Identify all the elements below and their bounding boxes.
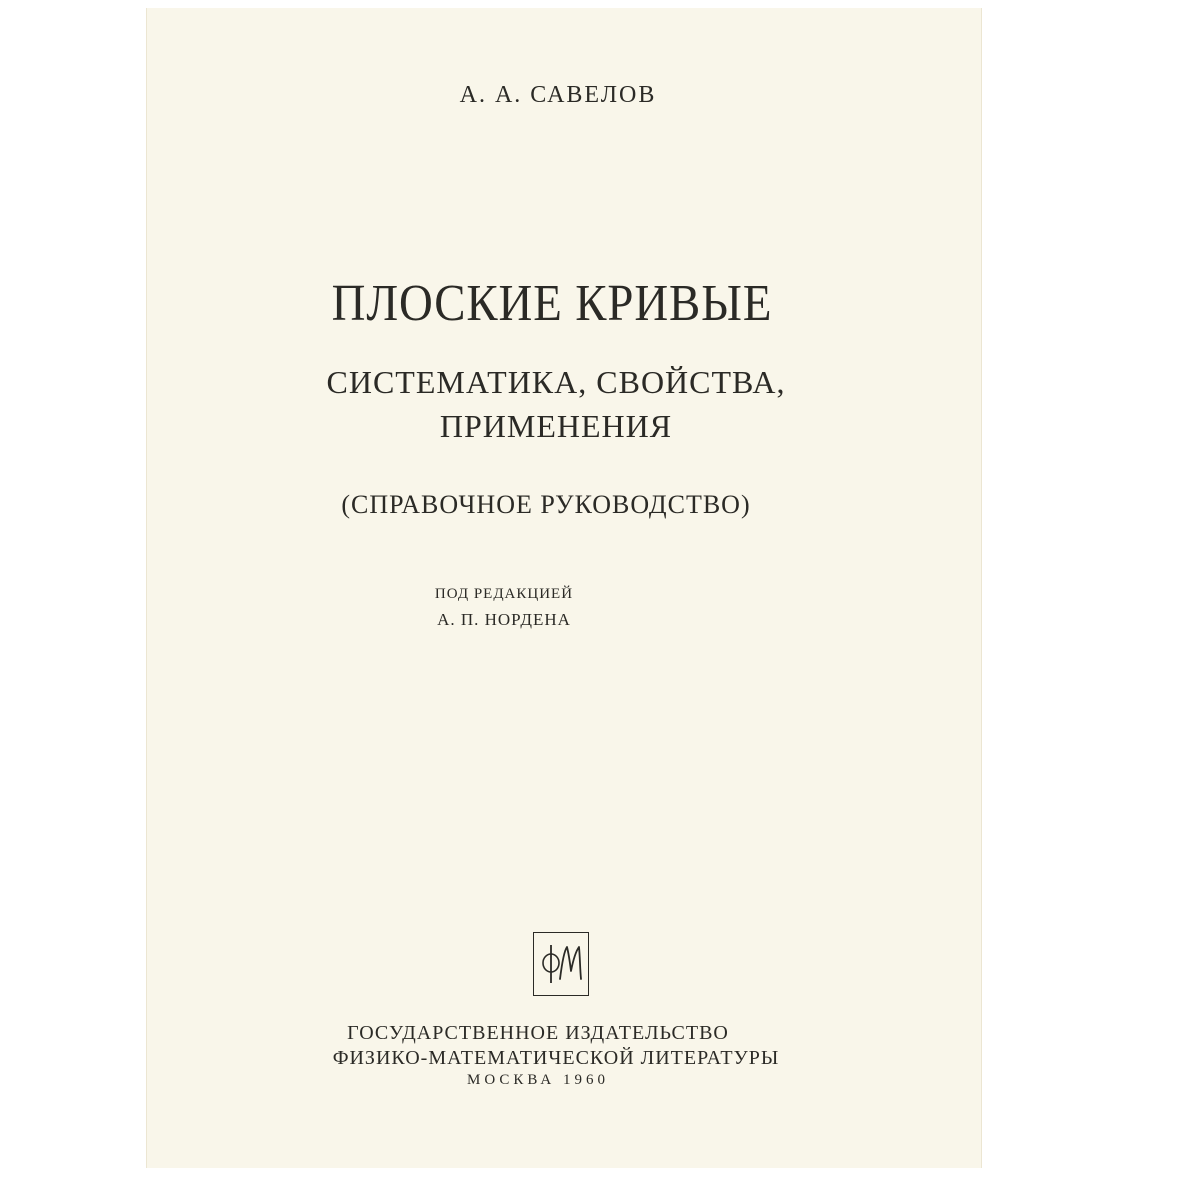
subtitle-line-2: ПРИМЕНЕНИЯ [439, 408, 673, 444]
subtitle-line-1: СИСТЕМАТИКА, СВОЙСТВА, [326, 364, 786, 400]
city-year: МОСКВА 1960 [466, 1072, 609, 1088]
publisher-line-2: ФИЗИКО-МАТЕМАТИЧЕСКОЙ ЛИТЕРАТУРЫ [332, 1047, 780, 1069]
book-genre: (СПРАВОЧНОЕ РУКОВОДСТВО) [341, 490, 751, 519]
book-title: ПЛОСКИЕ КРИВЫЕ [331, 275, 773, 332]
author-name: А. А. САВЕЛОВ [459, 82, 657, 108]
title-page [146, 8, 982, 1168]
publisher-line-1: ГОСУДАРСТВЕННОЕ ИЗДАТЕЛЬСТВО [347, 1022, 729, 1044]
publisher-logo [533, 932, 589, 996]
editor-label: ПОД РЕДАКЦИЕЙ [434, 586, 574, 602]
publisher-logo-mark [534, 933, 587, 994]
editor-name: А. П. НОРДЕНА [437, 610, 571, 629]
